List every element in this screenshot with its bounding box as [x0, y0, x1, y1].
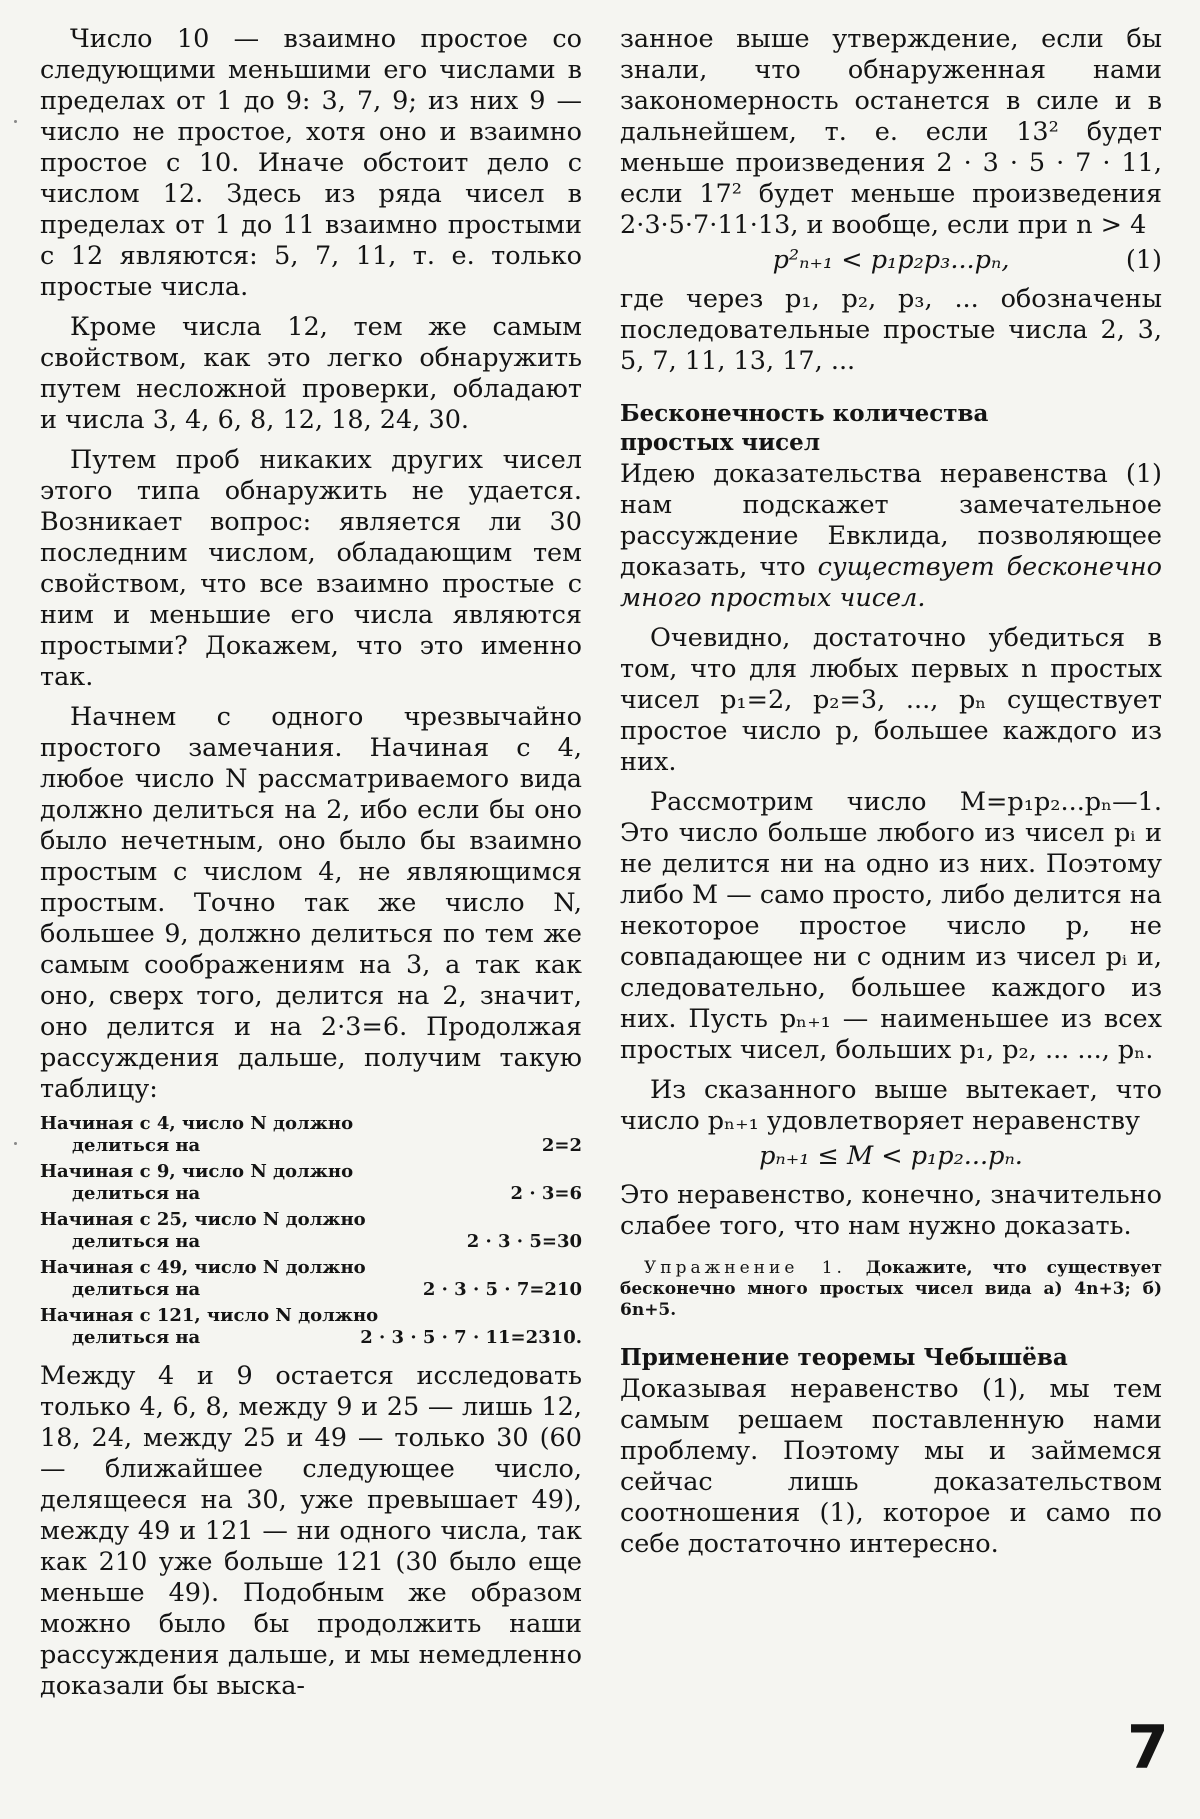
table-row-label: Начиная с 49, число N должно: [40, 1257, 366, 1278]
table-row-label-cont: делиться на: [72, 1135, 201, 1156]
paragraph: Это неравенство, конечно, значительно слабее того, что нам нужно доказать.: [620, 1180, 1162, 1241]
paragraph: где через p₁, p₂, p₃, ... обозначены последовательные простые числа 2, 3, 5, 7, 11, 13, 17, ...: [620, 284, 1162, 376]
emphasis-text: существует бесконечно много простых чисел.: [620, 552, 1162, 613]
formula-number: (1): [1125, 245, 1162, 275]
exercise: [620, 1258, 1162, 1321]
table-row-value: 2 · 3 · 5=30: [466, 1231, 582, 1252]
table-row-value: 2 · 3=6: [510, 1183, 582, 1204]
table-row: [40, 1305, 582, 1349]
section-heading-line: Бесконечность количества: [620, 400, 989, 427]
table-row-label-cont: делиться на: [72, 1327, 201, 1348]
section-heading-line: простых чисел: [620, 429, 821, 456]
formula-1: [620, 245, 1162, 276]
paragraph: Кроме числа 12, тем же самым свойством, как это легко обнаружить путем несложной проверки, обладают и числа 3, 4, 6, 8, 12, 18, 24, 30.: [40, 312, 582, 435]
paragraph: Между 4 и 9 остается исследовать только 4, 6, 8, между 9 и 25 — лишь 12, 18, 24, между 25 и 49 — только 30 (60 — ближайшее следующее число, делящееся на 30, уже превышает 49), между 49 и 121 — ни одного числа, так как 210 уже больше 121 (30 было еще меньше 49). Подобным же образом можно было бы продолжить наши рассуждения дальше, и мы немедленно доказали бы выска-: [40, 1361, 582, 1701]
paragraph: Путем проб никаких других чисел этого типа обнаружить не удается. Возникает вопрос: является ли 30 последним числом, обладающим тем свойством, что все взаимно простые с ним и меньшие его числа являются простыми? Докажем, что это именно так.: [40, 445, 582, 692]
table-row-value: 2 · 3 · 5 · 7 · 11=2310.: [360, 1327, 582, 1348]
formula-2: [620, 1141, 1162, 1172]
section-heading: Применение теоремы Чебышёва: [620, 1344, 1068, 1371]
formula-expression: pₙ₊₁ ≤ M < p₁p₂...pₙ.: [759, 1141, 1023, 1171]
table-row-label-cont: делиться на: [72, 1279, 201, 1300]
paragraph: Число 10 — взаимно простое со следующими меньшими его числами в пределах от 1 до 9: 3, 7, 9; из них 9 — число не простое, хотя оно и взаимно простое с 10. Иначе обстоит дело с числом 12. Здесь из ряда чисел в пределах от 1 до 11 взаимно простыми с 12 являются: 5, 7, 11, т. е. только простые числа.: [40, 24, 582, 302]
formula-expression: p²ₙ₊₁ < p₁p₂p₃...pₙ,: [772, 245, 1010, 275]
paragraph-text: Идею доказательства неравенства (1) нам подскажет замечательное рассуждение Евклида, позволяющее доказать, что: [620, 459, 1162, 582]
right-column: [620, 24, 1162, 1560]
scan-speck: [14, 1142, 17, 1145]
page-number: 7: [1127, 1713, 1169, 1783]
table-row: [40, 1113, 582, 1157]
paragraph: Начнем с одного чрезвычайно простого замечания. Начиная с 4, любое число N рассматриваемого вида должно делиться на 2, ибо если бы оно было нечетным, оно было бы взаимно простым с числом 4, не являющимся простым. Точно так же число N, большее 9, должно делиться по тем же самым соображениям на 3, а так как оно, сверх того, делится на 2, значит, оно делится и на 2·3=6. Продолжая рассуждения дальше, получим такую таблицу:: [40, 702, 582, 1104]
paragraph: [620, 459, 1162, 614]
paragraph: Рассмотрим число M=p₁p₂...pₙ—1. Это число больше любого из чисел pᵢ и не делится ни на одно из них. Поэтому либо M — само просто, либо делится на некоторое простое число p, не совпадающее ни с одним из чисел pᵢ и, следовательно, большее каждого из них. Пусть pₙ₊₁ — наименьшее из всех простых чисел, больших p₁, p₂, ... ..., pₙ.: [620, 787, 1162, 1065]
paragraph: занное выше утверждение, если бы знали, что обнаруженная нами закономерность останется в силе и в дальнейшем, т. е. если 13² будет меньше произведения 2 · 3 · 5 · 7 · 11, если 17² будет меньше произведения 2·3·5·7·11·13, и вообще, если при n > 4: [620, 24, 1162, 240]
paragraph: Доказывая неравенство (1), мы тем самым решаем поставленную нами проблему. Поэтому мы и займемся сейчас лишь доказательством соотношения (1), которое и само по себе достаточно интересно.: [620, 1374, 1162, 1559]
table-row-label: Начиная с 9, число N должно: [40, 1161, 354, 1182]
table-row: [40, 1209, 582, 1253]
table-row-label: Начиная с 4, число N должно: [40, 1113, 354, 1134]
exercise-label: Упражнение 1.: [644, 1258, 846, 1278]
table-row: [40, 1257, 582, 1301]
paragraph: Из сказанного выше вытекает, что число pₙ₊₁ удовлетворяет неравенству: [620, 1075, 1162, 1136]
table-row-label: Начиная с 121, число N должно: [40, 1305, 379, 1326]
left-column: [40, 24, 582, 1702]
paragraph: Очевидно, достаточно убедиться в том, что для любых первых n простых чисел p₁=2, p₂=3, ..., pₙ существует простое число p, большее каждого из них.: [620, 623, 1162, 777]
divisibility-table: [40, 1113, 582, 1349]
table-row-value: 2 · 3 · 5 · 7=210: [422, 1279, 582, 1300]
table-row: [40, 1161, 582, 1205]
section-heading: [620, 399, 1162, 457]
exercise-text: Докажите, что существует бесконечно много простых чисел вида а) 4n+3; б) 6n+5.: [620, 1258, 1162, 1320]
scan-speck: [14, 120, 17, 123]
table-row-label-cont: делиться на: [72, 1231, 201, 1252]
table-row-value: 2=2: [541, 1135, 582, 1156]
table-row-label-cont: делиться на: [72, 1183, 201, 1204]
table-row-label: Начиная с 25, число N должно: [40, 1209, 366, 1230]
